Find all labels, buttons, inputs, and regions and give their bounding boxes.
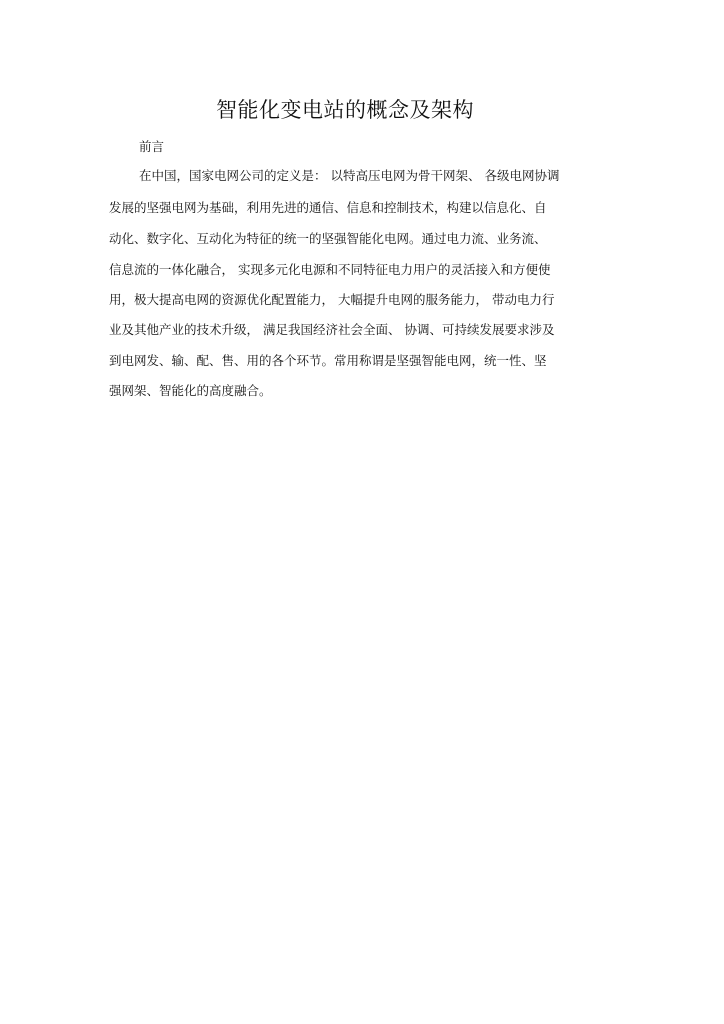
document-title: 智能化变电站的概念及架构 bbox=[216, 98, 474, 122]
paragraph-line: 信息流的一体化融合， 实现多元化电源和不同特征电力用户的灵活接入和方便使 bbox=[109, 262, 551, 277]
paragraph-line: 业及其他产业的技术升级， 满足我国经济社会全面、 协调、可持续发展要求涉及 bbox=[109, 322, 555, 337]
paragraph-line: 强网架、智能化的高度融合。 bbox=[109, 383, 272, 398]
section-heading: 前言 bbox=[139, 139, 165, 154]
paragraph-line: 用，极大提高电网的资源优化配置能力， 大幅提升电网的服务能力， 带动电力行 bbox=[109, 292, 555, 307]
paragraph-line: 在中国，国家电网公司的定义是： 以特高压电网为骨干网架、 各级电网协调 bbox=[139, 168, 560, 183]
paragraph-line: 动化、数字化、互动化为特征的统一的坚强智能化电网。通过电力流、业务流、 bbox=[109, 231, 547, 246]
paragraph-line: 到电网发、输、配、售、用的各个环节。常用称谓是坚强智能电网，统一性、坚 bbox=[109, 353, 547, 368]
paragraph-line: 发展的坚强电网为基础，利用先进的通信、信息和控制技术，构建以信息化、自 bbox=[109, 200, 547, 215]
